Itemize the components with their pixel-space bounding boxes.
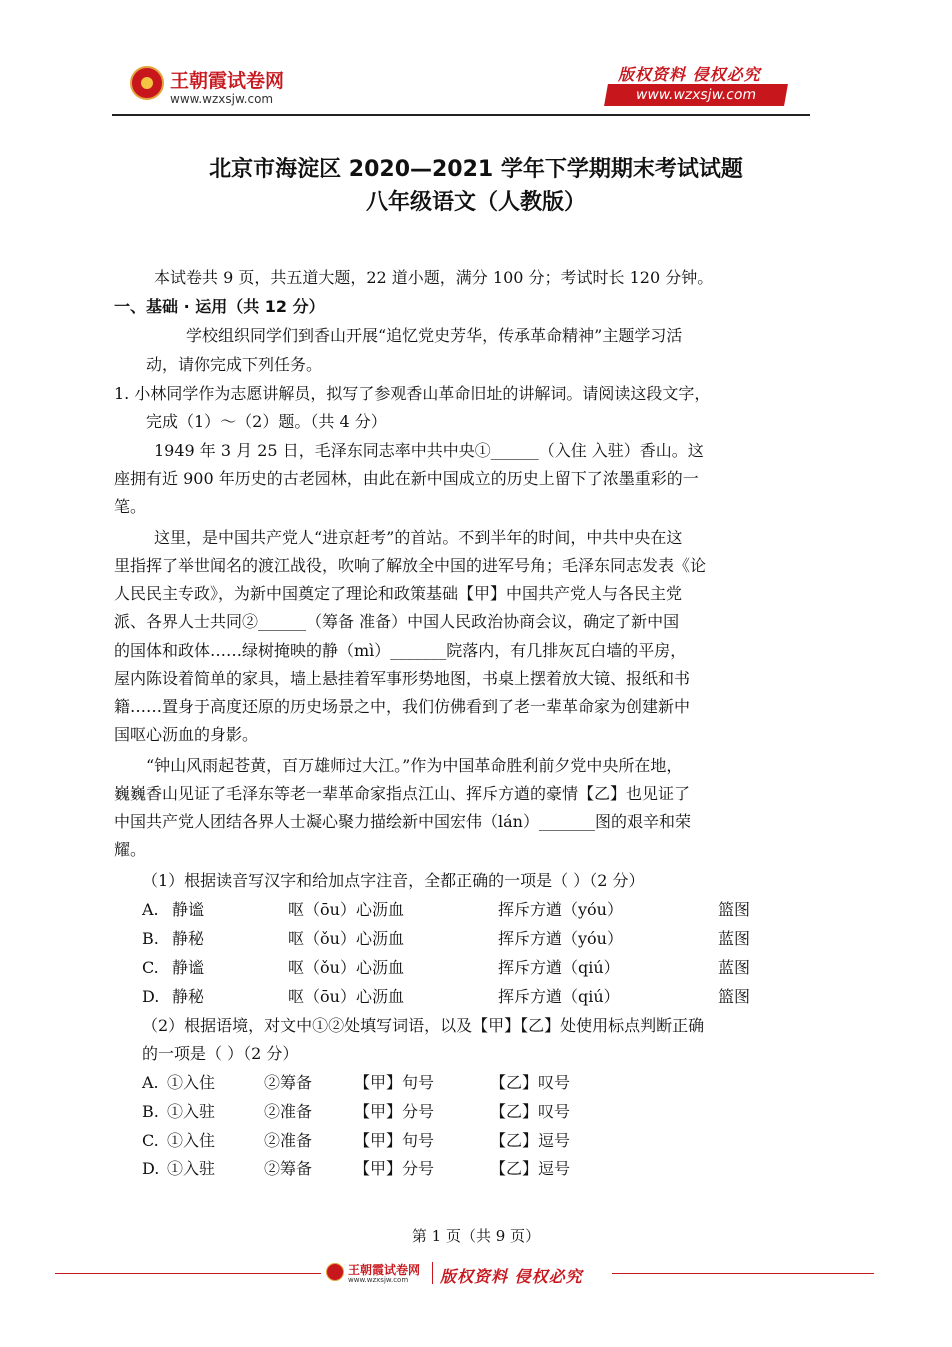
logo-badge-icon	[130, 66, 164, 100]
passage-line: 座拥有近 900 年历史的古老园林，由此在新中国成立的历史上留下了浓墨重彩的一	[114, 469, 699, 488]
page-subtitle: 八年级语文（人教版）	[365, 190, 586, 215]
passage-line: 人民民主专政》，为新中国奠定了理论和政策基础【甲】中国共产党人与各民主党	[114, 584, 683, 603]
option-letter: B.	[142, 1102, 159, 1121]
option-cell: ②准备	[264, 1102, 313, 1121]
option-cell: 【甲】句号	[354, 1073, 435, 1092]
footer-url: www.wzxsjw.com	[348, 1276, 409, 1284]
subquestion-stem: （2）根据语境，对文中①②处填写词语，以及【甲】【乙】处使用标点判断正确	[142, 1016, 705, 1035]
option-cell: 呕（ǒu）心沥血	[288, 958, 404, 977]
question-stem: 1. 小林同学作为志愿讲解员，拟写了参观香山革命旧址的讲解词。请阅读这段文字，	[114, 384, 711, 403]
page-number: 第 1 页（共 9 页）	[411, 1227, 541, 1245]
option-cell: ②准备	[264, 1131, 313, 1150]
option-cell: 挥斥方遒（yóu）	[498, 929, 623, 948]
passage-line: 派、各界人士共同②______（筹备 准备）中国人民政治协商会议，确定了新中国	[114, 612, 680, 631]
passage-line: 里指挥了举世闻名的渡江战役，吹响了解放全中国的进军号角；毛泽东同志发表《论	[114, 556, 707, 575]
option-letter: A.	[142, 1073, 159, 1092]
option-letter: B.	[142, 929, 159, 948]
passage-line: 中国共产党人团结各界人士凝心聚力描绘新中国宏伟（lán）_______图的艰辛和荣	[114, 812, 691, 831]
option-cell: 【乙】逗号	[490, 1131, 571, 1150]
footer-logo-icon	[326, 1263, 344, 1281]
passage-line: 国呕心沥血的身影。	[114, 725, 259, 744]
option-letter: D.	[142, 987, 160, 1006]
option-cell: 【乙】逗号	[490, 1159, 571, 1178]
option-cell: 篮图	[718, 987, 751, 1006]
option-cell: 【乙】叹号	[490, 1073, 571, 1092]
option-cell: 蓝图	[718, 929, 751, 948]
option-cell: 【甲】句号	[354, 1131, 435, 1150]
brand-url: www.wzxsjw.com	[170, 92, 274, 106]
header-divider	[112, 114, 810, 116]
passage-line: “钟山风雨起苍黄，百万雄师过大江。”作为中国革命胜利前夕党中央所在地，	[146, 756, 683, 775]
exam-intro: 本试卷共 9 页，共五道大题，22 道小题，满分 100 分；考试时长 120 分钟。	[154, 268, 714, 287]
option-cell: 静秘	[172, 929, 205, 948]
option-cell: 静谧	[172, 958, 205, 977]
passage-line: 屋内陈设着简单的家具，墙上悬挂着军事形势地图，书桌上摆着放大镜、报纸和书	[114, 669, 691, 688]
passage-line: 1949 年 3 月 25 日，毛泽东同志率中共中央①______（入住 入驻）香山。这	[154, 441, 704, 460]
passage-line: 籍……置身于高度还原的历史场景之中，我们仿佛看到了老一辈革命家为创建新中	[114, 697, 691, 716]
passage-line: 笔。	[114, 497, 147, 516]
passage-line: 耀。	[114, 840, 147, 859]
question-stem: 完成（1）～（2）题。（共 4 分）	[146, 412, 387, 431]
option-letter: C.	[142, 1131, 159, 1150]
subquestion-stem: 的一项是（ ）（2 分）	[142, 1044, 299, 1063]
footer-divider-right	[612, 1273, 874, 1274]
footer-divider-left	[55, 1273, 321, 1274]
option-cell: ②筹备	[264, 1073, 313, 1092]
option-cell: 静谧	[172, 900, 205, 919]
option-cell: 蓝图	[718, 958, 751, 977]
option-cell: 【甲】分号	[354, 1159, 435, 1178]
option-cell: 呕（ōu）心沥血	[288, 987, 404, 1006]
option-cell: ①入住	[167, 1131, 216, 1150]
option-cell: 挥斥方遒（yóu）	[498, 900, 623, 919]
option-cell: ①入住	[167, 1073, 216, 1092]
copyright-notice: 版权资料 侵权必究	[618, 65, 761, 84]
option-cell: 【乙】叹号	[490, 1102, 571, 1121]
footer-separator	[432, 1262, 433, 1284]
option-cell: ①入驻	[167, 1102, 216, 1121]
section-heading: 一、基础 · 运用（共 12 分）	[114, 297, 325, 316]
option-cell: 静秘	[172, 987, 205, 1006]
option-cell: 呕（ōu）心沥血	[288, 900, 404, 919]
footer-brand: 王朝霞试卷网	[348, 1263, 421, 1277]
option-cell: ①入驻	[167, 1159, 216, 1178]
option-cell: 挥斥方遒（qiú）	[498, 958, 620, 977]
page-title: 北京市海淀区 2020—2021 学年下学期期末考试试题	[209, 157, 743, 182]
option-letter: A.	[142, 900, 159, 919]
subquestion-stem: （1）根据读音写汉字和给加点字注音，全都正确的一项是（ ）（2 分）	[142, 871, 645, 890]
option-letter: C.	[142, 958, 159, 977]
passage-line: 这里，是中国共产党人“进京赶考”的首站。不到半年的时间，中共中央在这	[154, 528, 683, 547]
passage-line: 的国体和政体……绿树掩映的静（mì）_______院落内，有几排灰瓦白墙的平房，	[114, 641, 687, 660]
brand-name: 王朝霞试卷网	[170, 70, 285, 92]
section-context-line: 学校组织同学们到香山开展“追忆党史芳华，传承革命精神”主题学习活	[186, 326, 683, 345]
option-cell: 篮图	[718, 900, 751, 919]
option-cell: 挥斥方遒（qiú）	[498, 987, 620, 1006]
section-context-line: 动，请你完成下列任务。	[146, 355, 323, 374]
passage-line: 巍巍香山见证了毛泽东等老一辈革命家指点江山、挥斥方遒的豪情【乙】也见证了	[114, 784, 691, 803]
footer-copyright: 版权资料 侵权必究	[440, 1267, 583, 1286]
option-cell: ②筹备	[264, 1159, 313, 1178]
url-banner: www.wzxsjw.com	[604, 84, 788, 106]
option-letter: D.	[142, 1159, 160, 1178]
option-cell: 呕（ǒu）心沥血	[288, 929, 404, 948]
option-cell: 【甲】分号	[354, 1102, 435, 1121]
